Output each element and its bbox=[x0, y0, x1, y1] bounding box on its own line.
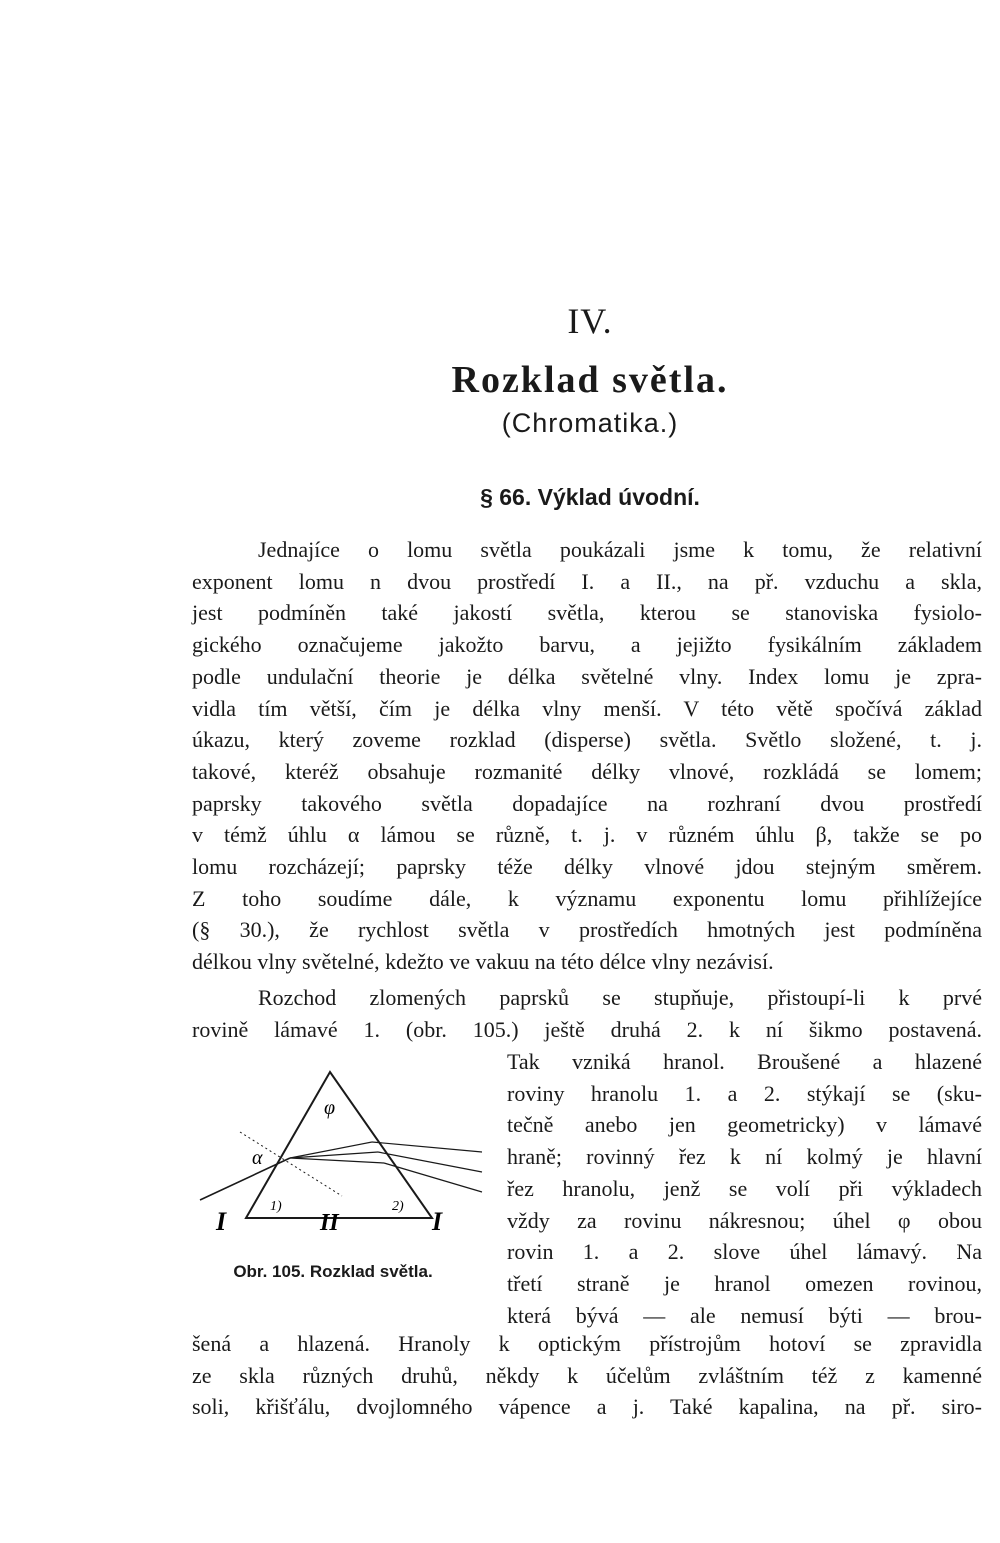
text-line: ze skla různých druhů, někdy k účelům zvláštním též z kamenné bbox=[192, 1362, 982, 1388]
text-line: která bývá — ale nemusí býti — brou- bbox=[507, 1302, 982, 1328]
text-line: šená a hlazená. Hranoly k optickým přístrojům hotoví se zpravidla bbox=[192, 1331, 982, 1356]
text-line: délkou vlny světelné, kdežto ve vakuu na této délce vlny nezávisí. bbox=[192, 949, 774, 975]
text-line: paprsky takového světla dopadajíce na rozhraní dvou prostředí bbox=[192, 790, 982, 816]
prism-diagram bbox=[192, 1068, 492, 1248]
text-line: Rozchod zlomených paprsků se stupňuje, přistoupí-li k prvé bbox=[258, 985, 982, 1010]
emerging-ray-3 bbox=[384, 1163, 482, 1192]
paragraph-2-right-column bbox=[507, 1046, 982, 1331]
paragraph-2-full-lines bbox=[192, 982, 982, 1045]
label-phi: φ bbox=[324, 1097, 336, 1119]
text-line: Jednajíce o lomu světla poukázali jsme k tomu, že relativní bbox=[258, 537, 982, 562]
text-line: takové, kteréž obsahuje rozmanité délky vlnové, rozkládá se lomem; bbox=[192, 758, 982, 784]
text-line: Tak vzniká hranol. Broušené a hlazené bbox=[507, 1049, 982, 1074]
text-line: řez hranolu, jenž se volí při výkladech bbox=[507, 1175, 982, 1201]
chapter-subtitle: (Chromatika.) bbox=[501, 408, 679, 438]
figure-caption: Obr. 105. Rozklad světla. bbox=[233, 1262, 433, 1281]
paragraph-2-continuation bbox=[192, 1328, 982, 1423]
label-face-1: 1) bbox=[270, 1199, 282, 1214]
text-line: hraně; rovinný řez k ní kolmý je hlavní bbox=[507, 1144, 982, 1170]
text-line: exponent lomu n dvou prostředí I. a II., na př. vzduchu a skla, bbox=[192, 568, 982, 594]
chapter-number: IV. bbox=[567, 301, 613, 341]
figure-105 bbox=[192, 1068, 492, 1248]
text-line: vidla tím větší, čím je délka vlny menší. V této větě spočívá základ bbox=[192, 695, 982, 721]
text-line: podle undulační theorie je délka světelné vlny. Index lomu je zpra- bbox=[192, 663, 982, 689]
text-line: v témž úhlu α lámou se různě, t. j. v různém úhlu β, takže se po bbox=[192, 822, 982, 848]
section-heading bbox=[0, 484, 1000, 511]
label-left-medium: I bbox=[216, 1207, 227, 1236]
refracted-ray-3 bbox=[290, 1158, 384, 1163]
label-middle-medium: II bbox=[320, 1210, 339, 1236]
text-line: vždy za rovinu nákresnou; úhel φ obou bbox=[507, 1207, 982, 1233]
incoming-ray bbox=[200, 1158, 290, 1200]
label-face-2: 2) bbox=[392, 1199, 404, 1214]
text-line: úkazu, který zoveme rozklad (disperse) světla. Světlo složené, t. j. bbox=[192, 727, 982, 753]
paragraph-1 bbox=[192, 534, 982, 978]
text-line: rovin 1. a 2. slove úhel lámavý. Na bbox=[507, 1239, 982, 1265]
text-line: roviny hranolu 1. a 2. stýkají se (sku- bbox=[507, 1080, 982, 1106]
emerging-ray-1 bbox=[372, 1142, 482, 1152]
chapter-title: Rozklad světla. bbox=[451, 359, 729, 401]
text-line: jest podmíněn také jakostí světla, kterou se stanoviska fysiolo- bbox=[192, 600, 982, 626]
label-right-medium: I bbox=[432, 1207, 443, 1236]
text-line: (§ 30.), že rychlost světla v prostředích hmotných jest podmíněna bbox=[192, 917, 982, 943]
section-heading-text: § 66. Výklad úvodní. bbox=[480, 484, 700, 510]
text-line: tečně anebo jen geometricky) v lámavé bbox=[507, 1112, 982, 1138]
text-line: gického označujeme jakožto barvu, a jejižto fysikálním základem bbox=[192, 632, 982, 658]
text-line: lomu rozcházejí; paprsky téže délky vlnové jdou stejným směrem. bbox=[192, 854, 982, 880]
text-line: třetí straně je hranol omezen rovinou, bbox=[507, 1270, 982, 1296]
text-line: soli, křišťálu, dvojlomného vápence a j. Také kapalina, na př. siro- bbox=[192, 1394, 982, 1420]
label-alpha: α bbox=[252, 1147, 263, 1169]
text-line: Z toho soudíme dále, k významu exponentu lomu přihlížejíce bbox=[192, 885, 982, 911]
text-line: rovině lámavé 1. (obr. 105.) ještě druhá 2. k ní šikmo postavená. bbox=[192, 1016, 982, 1042]
